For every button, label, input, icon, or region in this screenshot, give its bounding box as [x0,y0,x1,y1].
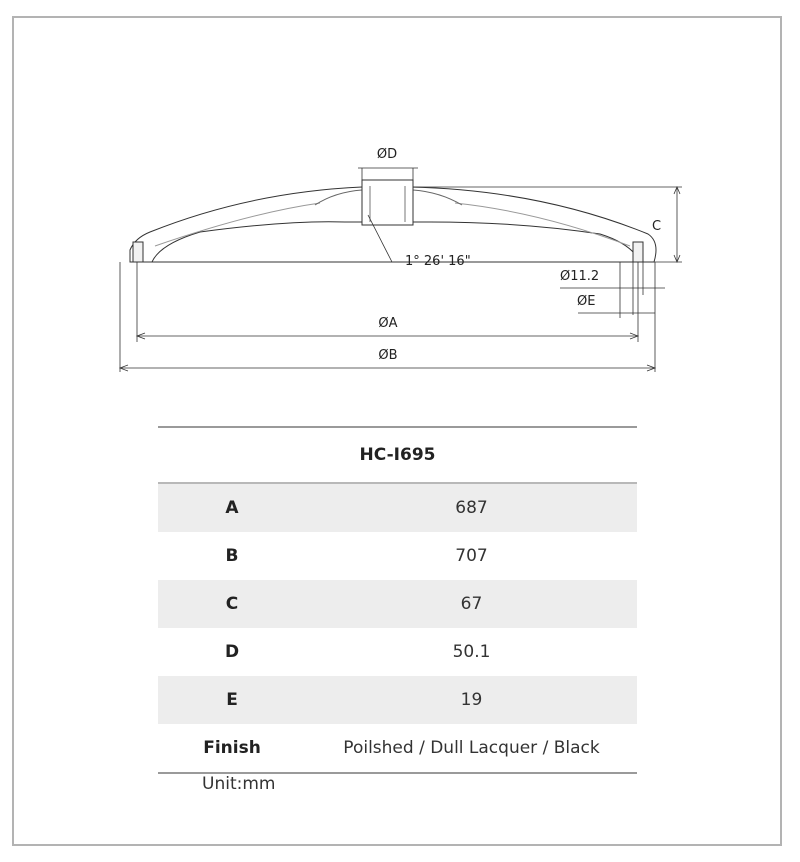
row-value: 19 [306,676,637,724]
model-name: HC-I695 [158,427,637,483]
row-key: E [158,676,306,724]
label-e: ØE [577,294,596,309]
spec-table [158,426,637,774]
label-d: ØD [376,147,398,162]
table-row [158,532,637,580]
row-value: 687 [306,483,637,532]
label-11-2: Ø11.2 [560,269,600,284]
table-row [158,676,637,724]
finish-row [158,724,637,773]
unit-note: Unit:mm [202,774,276,794]
row-key: B [225,546,239,566]
row-value: 67 [306,580,637,628]
finish-label: Finish [158,724,306,773]
table-row [158,580,637,628]
label-angle: 1° 26' 16" [405,254,471,269]
table-row [158,483,637,532]
inner-profile [152,222,640,262]
row-key: C [158,580,306,628]
row-key: A [158,483,306,532]
right-end-post [633,242,643,262]
row-key: D [224,642,240,662]
row-value: 50.1 [452,642,491,662]
table-row [158,628,637,676]
finish-value: Poilshed / Dull Lacquer / Black [306,724,637,773]
label-c: C [652,219,662,234]
table-header-row [158,427,637,483]
technical-drawing [0,0,800,420]
label-a: ØA [378,316,398,331]
left-end-post [133,242,143,262]
row-value: 707 [455,546,488,566]
label-b: ØB [378,348,398,363]
